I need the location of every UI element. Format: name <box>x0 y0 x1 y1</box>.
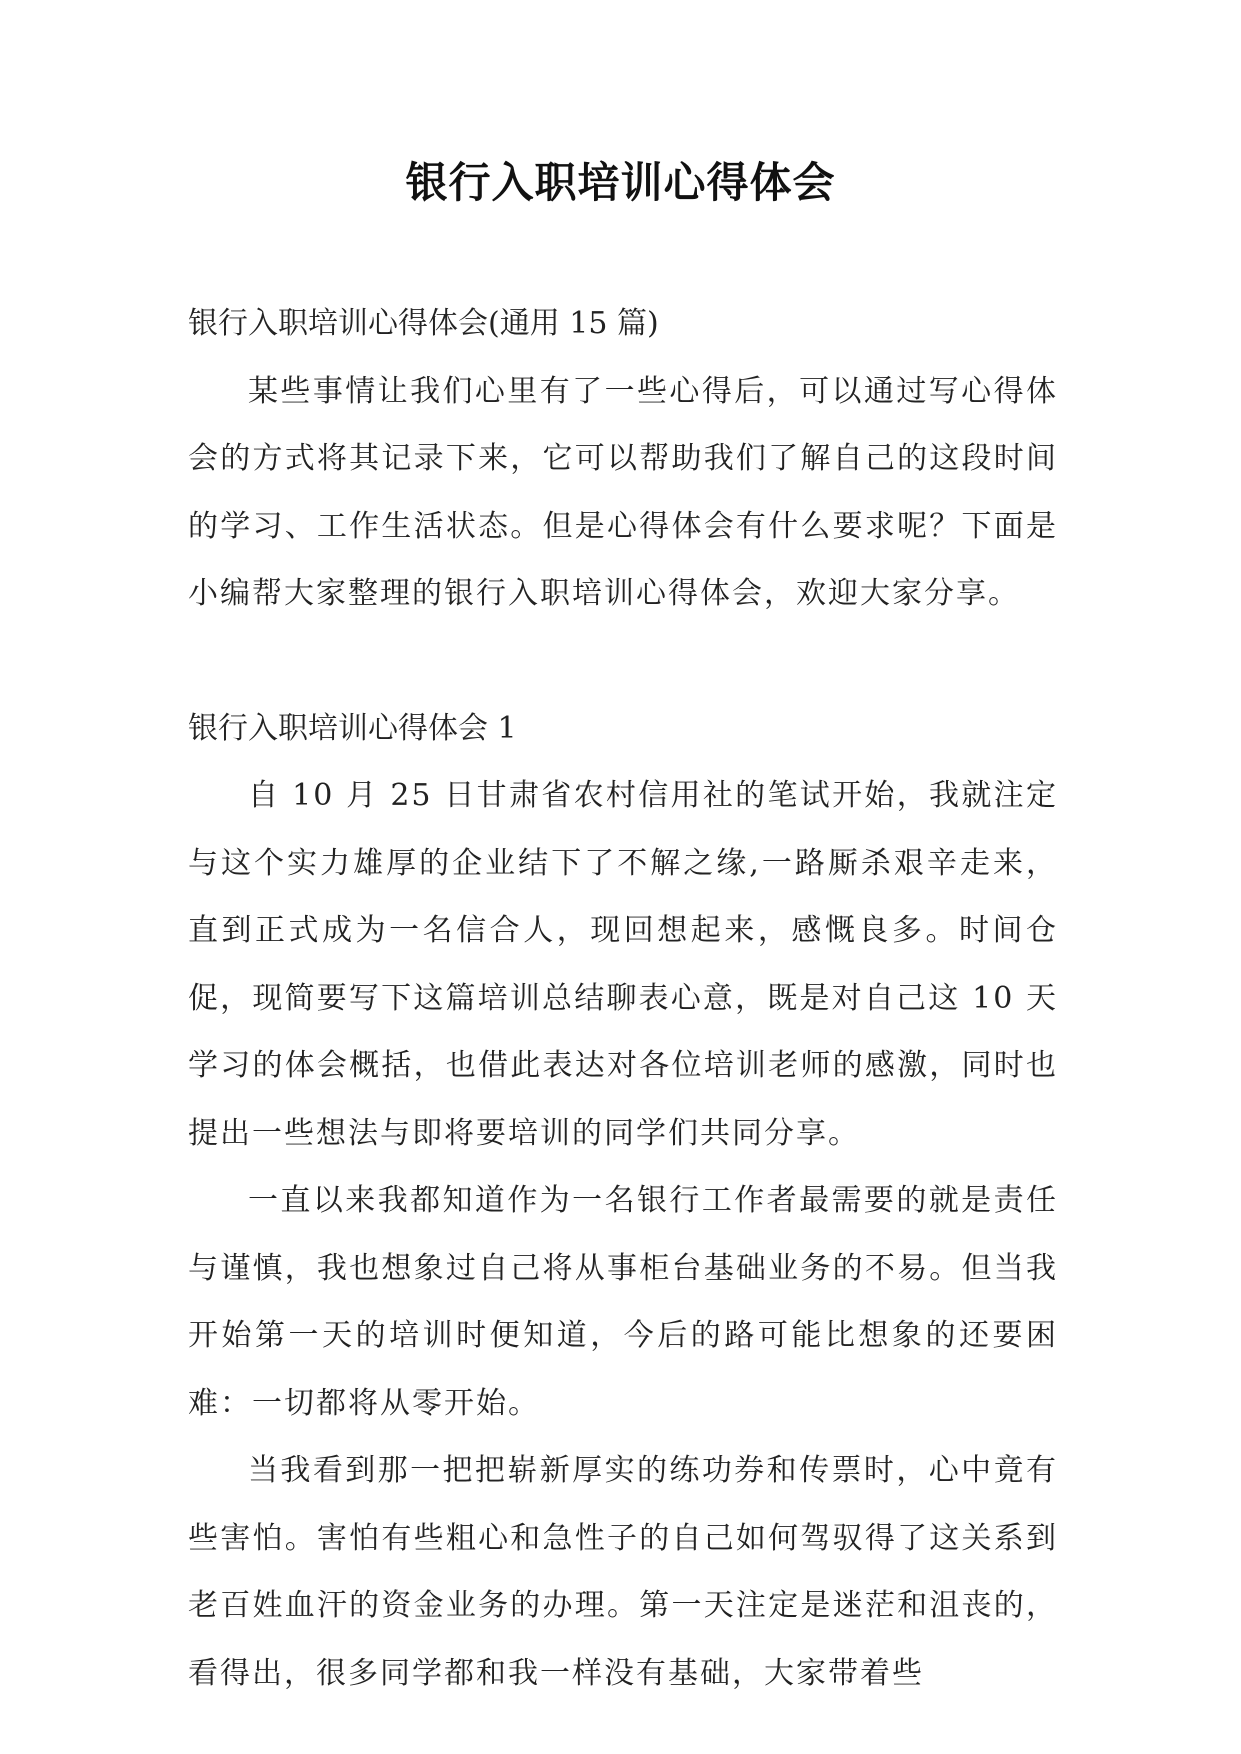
body-paragraph: 自 10 月 25 日甘肃省农村信用社的笔试开始，我就注定与这个实力雄厚的企业结下了不解之缘,一路厮杀艰辛走来，直到正式成为一名信合人，现回想起来，感慨良多。时间仓促，现简要写下这篇培训总结聊表心意，既是对自己这 10 天学习的体会概括，也借此表达对各位培训老师的感激，同时也提出一些想法与即将要培训的同学们共同分享。 <box>188 778 1058 1151</box>
body-paragraph: 当我看到那一把把崭新厚实的练功券和传票时，心中竟有些害怕。害怕有些粗心和急性子的自己如何驾驭得了这关系到老百姓血汗的资金业务的办理。第一天注定是迷茫和沮丧的，看得出，很多同学都和我一样没有基础，大家带着些 <box>188 1453 1058 1691</box>
intro-paragraph: 某些事情让我们心里有了一些心得后，可以通过写心得体会的方式将其记录下来，它可以帮助我们了解自己的这段时间的学习、工作生活状态。但是心得体会有什么要求呢？下面是小编帮大家整理的银行入职培训心得体会，欢迎大家分享。 <box>188 373 1058 611</box>
document-body <box>188 290 1058 1707</box>
body-paragraph: 一直以来我都知道作为一名银行工作者最需要的就是责任与谨慎，我也想象过自己将从事柜台基础业务的不易。但当我开始第一天的培训时便知道，今后的路可能比想象的还要困难：一切都将从零开始。 <box>188 1183 1058 1421</box>
section-spacer <box>188 628 1058 695</box>
document-subtitle: 银行入职培训心得体会(通用 15 篇) <box>188 306 659 341</box>
section-heading: 银行入职培训心得体会 1 <box>188 710 517 746</box>
document-title: 银行入职培训心得体会 <box>405 158 836 207</box>
